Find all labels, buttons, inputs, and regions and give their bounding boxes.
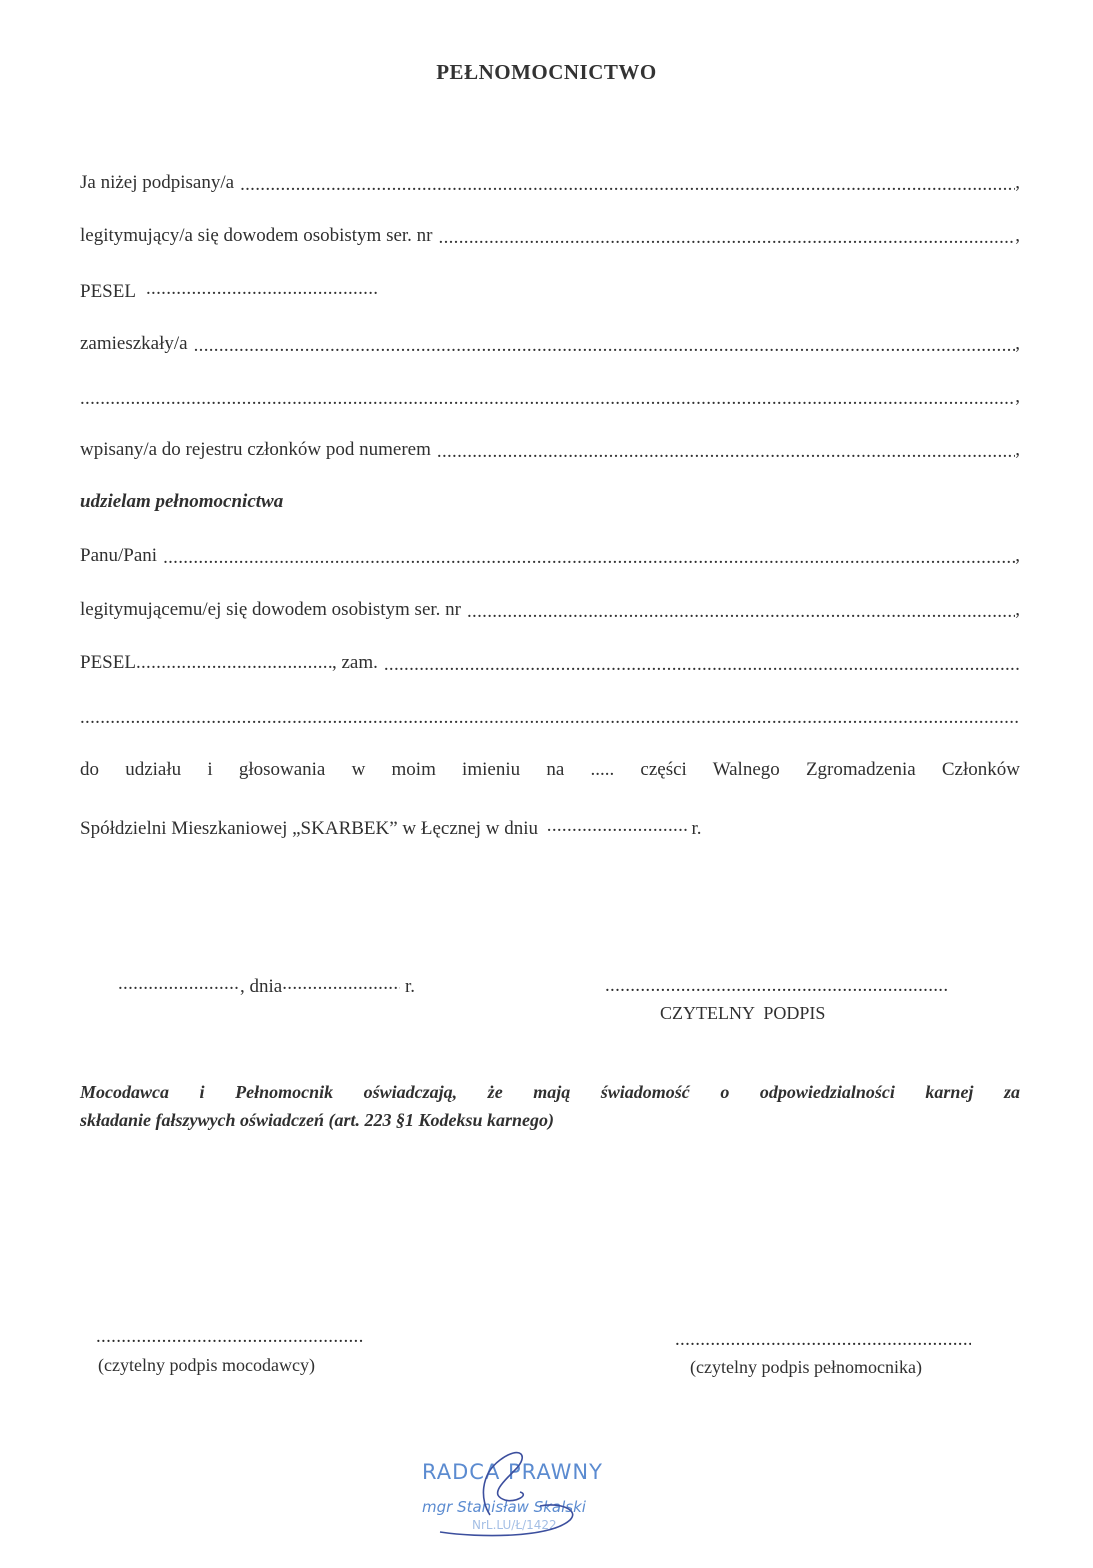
principal-address-line-2: ..... , xyxy=(80,386,1020,408)
agent-signature-field[interactable] xyxy=(675,1329,971,1354)
principal-name-label: Ja niżej podpisany/a xyxy=(80,172,235,193)
agent-id-line: legitymującemu/ej się dowodem osobistym ser. nr ..... , xyxy=(80,599,1020,621)
principal-register-label: wpisany/a do rejestru członków pod numerem xyxy=(80,439,431,460)
agent-pesel-field[interactable] xyxy=(136,652,332,671)
agent-address-field-2[interactable] xyxy=(80,707,1020,726)
main-signature-label: CZYTELNY PODPIS xyxy=(660,1003,826,1023)
principal-pesel-line xyxy=(80,278,378,303)
principal-register-line: wpisany/a do rejestru członków pod numerem ..... , xyxy=(80,439,1020,461)
declaration-line-2: składanie fałszywych oświadczeń (art. 223 §1 Kodeksu karnego) xyxy=(80,1110,555,1130)
stamp-name: mgr Stanisław Skalski xyxy=(422,1498,586,1516)
document-title: PEŁNOMOCNICTWO xyxy=(436,60,657,84)
legal-counsel-stamp xyxy=(420,1440,640,1550)
agent-name-line: Panu/Pani ..... , xyxy=(80,545,1020,567)
agent-signature-label: (czytelny podpis pełnomocnika) xyxy=(690,1357,922,1377)
principal-register-field[interactable] xyxy=(437,441,1015,460)
principal-name-line: Ja niżej podpisany/a ..... , xyxy=(80,172,1020,194)
principal-id-line: legitymujący/a się dowodem osobistym ser. nr ..... , xyxy=(80,225,1020,247)
principal-address-field-2[interactable] xyxy=(80,388,1015,407)
meeting-date-field[interactable] xyxy=(547,815,687,834)
principal-pesel-field[interactable] xyxy=(146,278,378,297)
agent-address-label: , zam. xyxy=(331,652,378,673)
principal-signature-label: (czytelny podpis mocodawcy) xyxy=(98,1355,315,1375)
declaration-line-1: Mocodawca i Pełnomocnik oświadczają, że mają świadomość o odpowiedzialności karnej za xyxy=(80,1082,1020,1102)
principal-address-label: zamieszkały/a xyxy=(80,333,188,354)
principal-id-label: legitymujący/a się dowodem osobistym ser. nr xyxy=(80,225,433,246)
agent-address-field[interactable] xyxy=(384,654,1020,673)
date-field[interactable] xyxy=(282,973,400,992)
stamp-license-number: NrL.LU/Ł/1422 xyxy=(472,1518,557,1532)
agent-id-label: legitymującemu/ej się dowodem osobistym ser. nr xyxy=(80,599,461,620)
purpose-line-1: do udziału i głosowania w moim imieniu na ..... części Walnego Zgromadzenia Członków xyxy=(80,759,1020,780)
agent-pesel-label: PESEL xyxy=(80,652,136,673)
principal-name-field[interactable] xyxy=(240,174,1015,193)
principal-signature-field[interactable] xyxy=(96,1326,364,1351)
grant-statement: udzielam pełnomocnictwa xyxy=(80,491,284,512)
agent-address-line-2 xyxy=(80,705,1020,724)
purpose-cooperative-text: Spółdzielni Mieszkaniowej „SKARBEK” w Łęcznej w dniu xyxy=(80,818,539,839)
place-date-line: ....., dnia..... r. xyxy=(118,973,415,998)
principal-address-line: zamieszkały/a ..... , xyxy=(80,333,1020,355)
purpose-line-2: Spółdzielni Mieszkaniowej „SKARBEK” w Łęcznej w dniu ..... r. xyxy=(80,815,702,840)
agent-id-field[interactable] xyxy=(467,601,1015,620)
agent-name-label: Panu/Pani xyxy=(80,545,158,566)
stamp-title: RADCA PRAWNY xyxy=(422,1460,603,1484)
principal-address-field[interactable] xyxy=(194,335,1016,354)
principal-pesel-label: PESEL xyxy=(80,281,136,302)
handwritten-signature-icon xyxy=(420,1440,640,1550)
place-field[interactable] xyxy=(118,973,240,992)
agent-name-field[interactable] xyxy=(163,547,1015,566)
principal-id-field[interactable] xyxy=(439,227,1016,246)
main-signature-field[interactable] xyxy=(605,975,947,1000)
agent-pesel-address-line xyxy=(80,652,1020,674)
